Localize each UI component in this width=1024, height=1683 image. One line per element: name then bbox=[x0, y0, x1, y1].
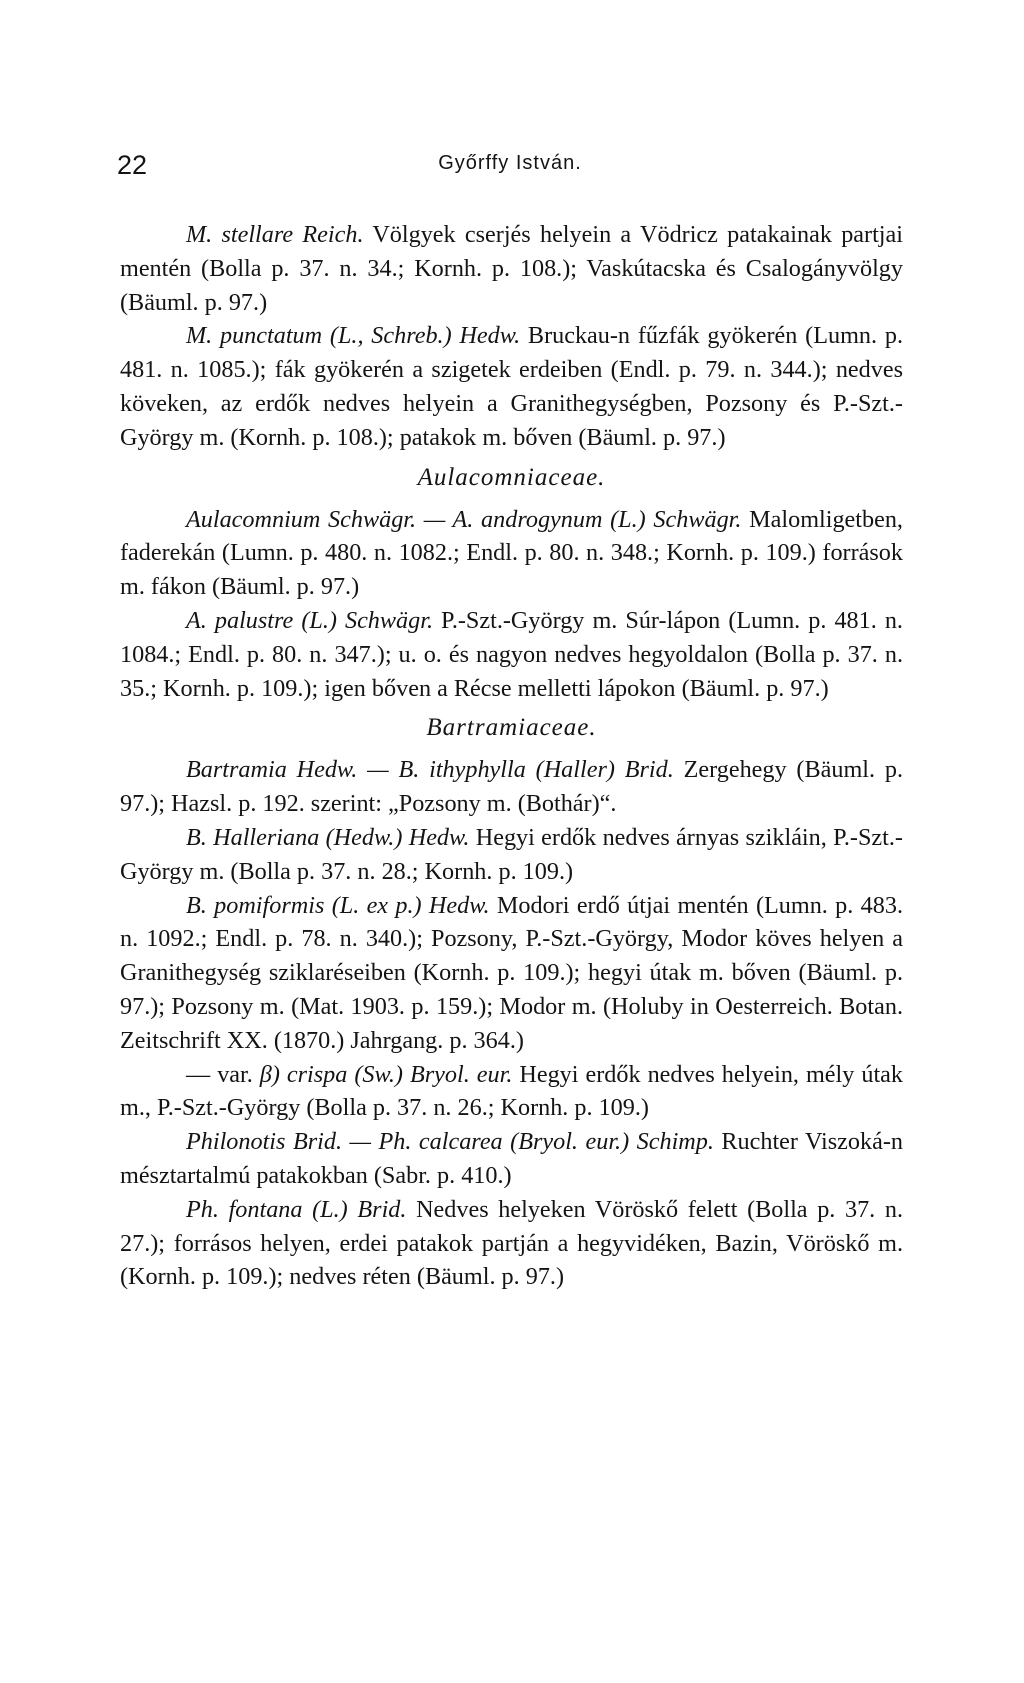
section-heading-bartramiaceae: Bartramiaceae. bbox=[426, 714, 597, 742]
species-name: A. palustre (L.) Schwägr. bbox=[186, 606, 433, 634]
entry-bartramia-pomiformis bbox=[120, 889, 903, 1058]
species-name: B. Halleriana (Hedw.) Hedw. bbox=[186, 823, 470, 851]
body-text bbox=[120, 218, 903, 1294]
entry-text: Ruchter Viszoká-n mésztartalmú patakokban (Sabr. p. 410.) bbox=[120, 1128, 903, 1189]
variety-prefix: — var. bbox=[186, 1060, 260, 1088]
entry-text: P.-Szt.-György m. Súr-lápon (Lumn. p. 481. n. 1084.; Endl. p. 80. n. 347.); u. o. és nagyon nedves hegyoldalon (Bolla p. 37. n. 35.; Kornh. p. 109.); igen bőven a Récse melletti lápokon (Bäuml. p. 97.) bbox=[120, 606, 903, 702]
species-name: Bartramia Hedw. — B. ithyphylla (Haller) Brid. bbox=[186, 756, 674, 784]
species-name: B. pomiformis (L. ex p.) Hedw. bbox=[186, 891, 490, 919]
species-name: Philonotis Brid. — Ph. calcarea (Bryol. eur.) Schimp. bbox=[186, 1128, 714, 1156]
entry-philonotis-calcarea bbox=[120, 1125, 903, 1193]
entry-mnium-punctatum bbox=[120, 319, 903, 454]
entry-aulacomnium-androgynum bbox=[120, 503, 903, 604]
entry-aulacomnium-palustre bbox=[120, 604, 903, 705]
entry-bartramia-halleriana bbox=[120, 821, 903, 889]
entry-text: Hegyi erdők nedves helyein, mély útak m., P.-Szt.-György (Bolla p. 37. n. 26.; Kornh. p. 109.) bbox=[120, 1060, 903, 1122]
entry-text: Malomligetben, faderekán (Lumn. p. 480. n. 1082.; Endl. p. 80. n. 348.; Kornh. p. 109.) források m. fákon (Bäuml. p. 97.) bbox=[120, 505, 903, 601]
entry-text: Hegyi erdők nedves árnyas szikláin, P.-Szt.-György m. (Bolla p. 37. n. 28.; Kornh. p. 109.) bbox=[120, 823, 903, 885]
entry-bartramia-ithyphylla bbox=[120, 753, 903, 821]
running-head: Győrffy István. bbox=[438, 152, 582, 174]
species-name: M. punctatum (L., Schreb.) Hedw. bbox=[186, 322, 521, 350]
section-heading-aulacomniaceae: Aulacomniaceae. bbox=[417, 463, 606, 491]
entry-text: Nedves helyeken Vöröskő felett (Bolla p. 37. n. 27.); forrásos helyen, erdei patakok partján a hegyvidéken, Bazin, Vöröskő m. (Kornh. p. 109.); nedves réten (Bäuml. p. 97.) bbox=[120, 1195, 904, 1291]
page-header bbox=[117, 150, 903, 190]
species-name: β) crispa (Sw.) Bryol. eur. bbox=[259, 1060, 513, 1088]
entry-mnium-stellare bbox=[120, 218, 903, 319]
entry-text: Völgyek cserjés helyein a Vödricz patakainak partjai mentén (Bolla p. 37. n. 34.; Kornh. p. 108.); Vaskútacska és Csalogányvölgy (Bäuml. p. 97.) bbox=[120, 221, 903, 316]
entry-philonotis-fontana bbox=[120, 1193, 903, 1294]
species-name: Aulacomnium Schwägr. — A. androgynum (L.) Schwägr. bbox=[186, 505, 742, 533]
page-number: 22 bbox=[117, 150, 148, 180]
entry-text: Zergehegy (Bäuml. p. 97.); Hazsl. p. 192. szerint: „Pozsony m. (Bothár)“. bbox=[120, 756, 903, 818]
species-name: M. stellare Reich. bbox=[186, 221, 364, 248]
entry-bartramia-pomiformis-var-crispa bbox=[120, 1058, 903, 1126]
entry-text: Modori erdő útjai mentén (Lumn. p. 483. n. 1092.; Endl. p. 78. n. 340.); Pozsony, P.-Szt.-György, Modor köves helyen a Granithegység sziklaréseiben (Kornh. p. 109.); hegyi útak m. bőven (Bäuml. p. 97.); Pozsony m. (Mat. 1903. p. 159.); Modor m. (Holuby in Oesterreich. Botan. Zeitschrift XX. (1870.) Jahrgang. p. 364.) bbox=[120, 891, 903, 1054]
entry-text: Bruckau-n fűzfák gyökerén (Lumn. p. 481. n. 1085.); fák gyökerén a szigetek erdeiben (Endl. p. 79. n. 344.); nedves köveken, az erdők nedves helyein a Granithegységben, Pozsony és P.-Szt.-György m. (Kornh. p. 108.); patakok m. bőven (Bäuml. p. 97.) bbox=[120, 322, 903, 451]
species-name: Ph. fontana (L.) Brid. bbox=[186, 1195, 407, 1223]
